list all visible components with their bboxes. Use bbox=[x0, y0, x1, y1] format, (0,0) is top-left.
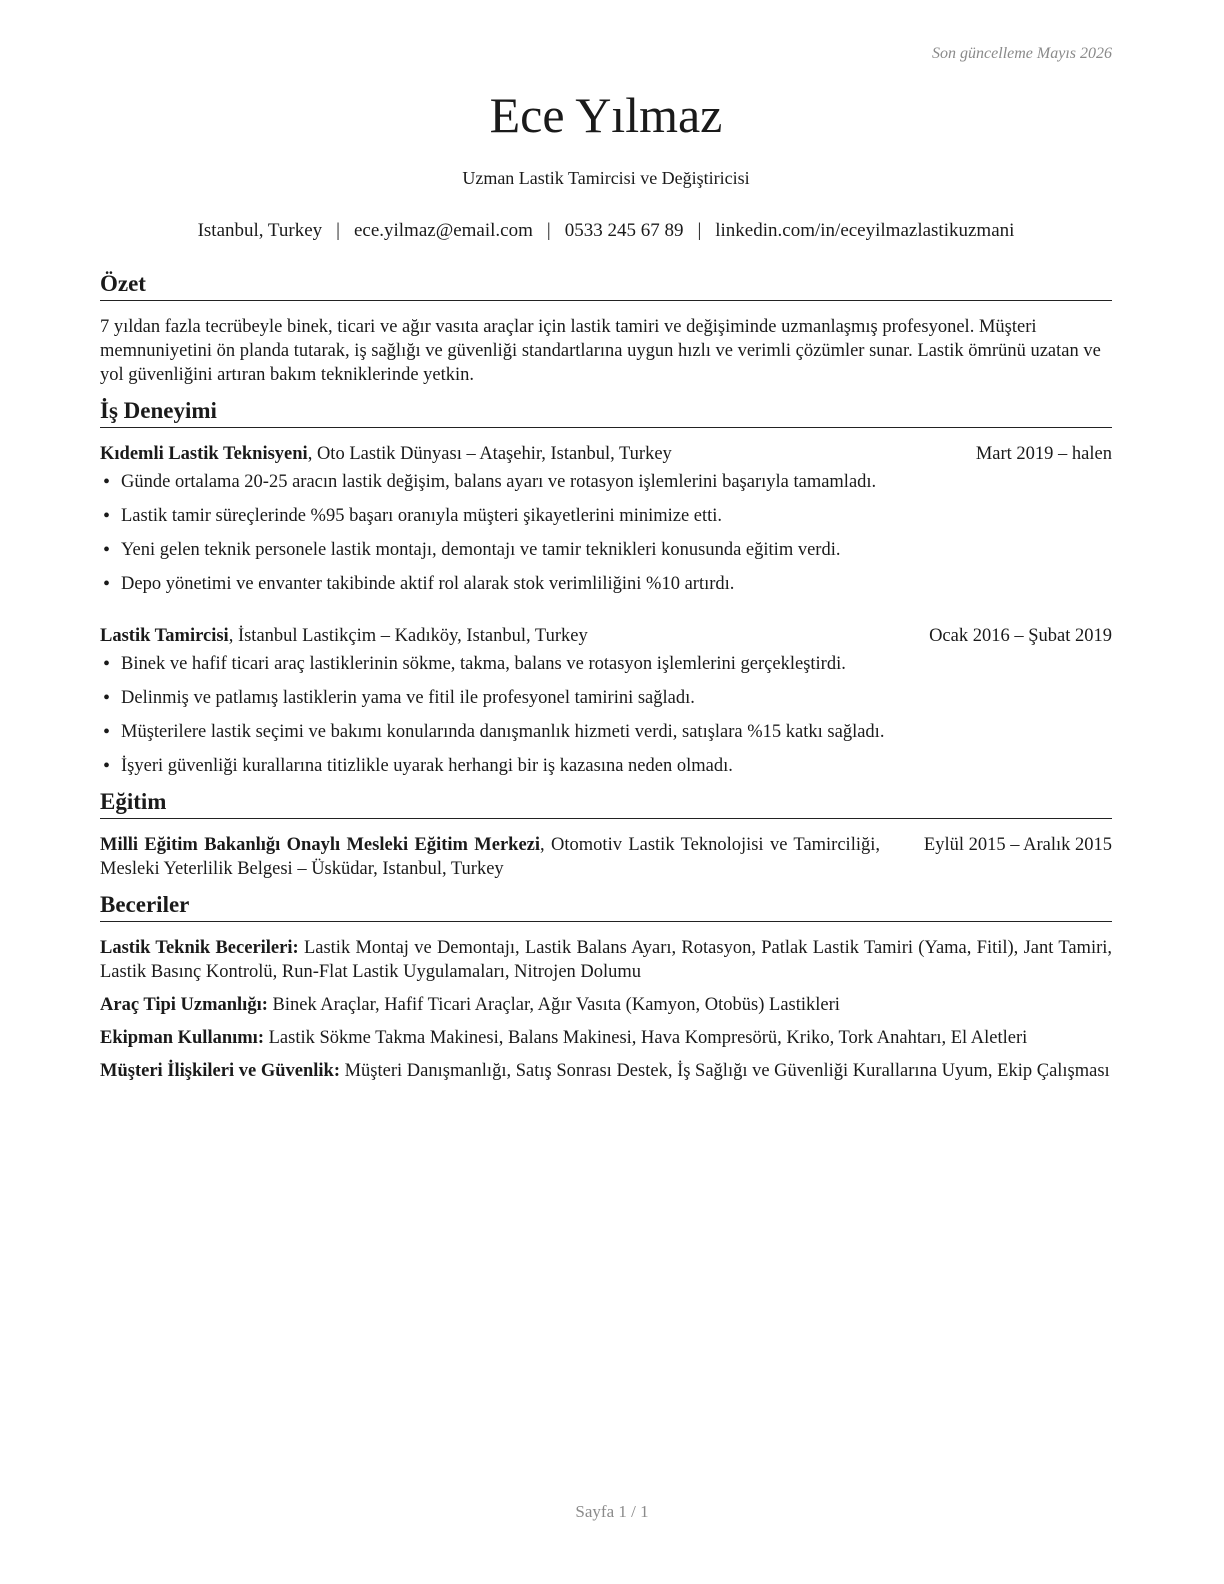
candidate-headline: Uzman Lastik Tamircisi ve Değiştiricisi bbox=[462, 168, 750, 188]
education-section bbox=[100, 788, 1112, 881]
job-bullet: • Lastik tamir süreçlerinde %95 başarı oranıyla müşteri şikayetlerini minimize etti. bbox=[100, 504, 1112, 528]
summary-text: 7 yıldan fazla tecrübeyle binek, ticari ve ağır vasıta araçlar için lastik tamiri ve değişiminde uzmanlaşmış profesyonel. Müşteri memnuniyetini ön planda tutarak, iş sağlığı ve güvenliği standartlarına uygun hızlı ve verimli çözümler sunar. Lastik ömrünü uzatan ve yol güvenliğini artıran bakım tekniklerinde yetkin. bbox=[100, 317, 1101, 385]
education-entry bbox=[100, 833, 1112, 881]
contact-separator: | bbox=[546, 220, 551, 241]
education-title: Eğitim bbox=[100, 788, 1112, 819]
job-bullet: • Müşterilere lastik seçimi ve bakımı konularında danışmanlık hizmeti verdi, satışlara %15 katkı sağladı. bbox=[100, 720, 1112, 744]
contact-linkedin[interactable]: linkedin.com/in/eceyilmazlastikuzmani bbox=[715, 220, 1015, 241]
skill-group bbox=[100, 936, 1112, 984]
job-entry bbox=[100, 442, 1112, 596]
education-detail: , Otomotiv Lastik Teknolojisi ve Tamirciliği, Mesleki Yeterlilik Belgesi – Üsküdar, Istanbul, Turkey bbox=[100, 835, 880, 879]
skill-label: Lastik Teknik Becerileri: bbox=[100, 938, 299, 958]
skill-label: Ekipman Kullanımı: bbox=[100, 1028, 264, 1048]
education-school: Milli Eğitim Bakanlığı Onaylı Mesleki Eğitim Merkezi bbox=[100, 835, 541, 855]
resume-content bbox=[100, 270, 1112, 1092]
job-bullets bbox=[100, 652, 1112, 778]
job-header bbox=[100, 624, 1112, 648]
summary-section bbox=[100, 270, 1112, 387]
job-role-company bbox=[100, 442, 672, 466]
skills-title: Beceriler bbox=[100, 891, 1112, 922]
job-entry bbox=[100, 624, 1112, 778]
contact-line bbox=[100, 220, 1112, 242]
job-dates: Ocak 2016 – Şubat 2019 bbox=[929, 626, 1112, 646]
experience-title: İş Deneyimi bbox=[100, 397, 1112, 428]
job-role: Lastik Tamircisi bbox=[100, 626, 229, 646]
last-updated: Son güncelleme Mayıs 2026 bbox=[932, 45, 1112, 62]
skill-text: Lastik Montaj ve Demontajı, Lastik Balans Ayarı, Rotasyon, Patlak Lastik Tamiri (Yama, Fitil), Jant Tamiri, Lastik Basınç Kontrolü, Run-Flat Lastik Uygulamaları, Nitrojen Dolumu bbox=[100, 938, 1113, 982]
job-company: , İstanbul Lastikçim – Kadıköy, Istanbul, Turkey bbox=[228, 626, 588, 646]
job-bullets bbox=[100, 470, 1112, 596]
candidate-name: Ece Yılmaz bbox=[489, 87, 723, 143]
job-bullet: • İşyeri güvenliği kurallarına titizlikle uyarak herhangi bir iş kazasına neden olmadı. bbox=[100, 754, 1112, 778]
job-bullet: • Delinmiş ve patlamış lastiklerin yama ve fitil ile profesyonel tamirini sağladı. bbox=[100, 686, 1112, 710]
contact-location: Istanbul, Turkey bbox=[197, 220, 323, 241]
skill-group bbox=[100, 1059, 1112, 1083]
summary-title: Özet bbox=[100, 270, 1112, 301]
job-header bbox=[100, 442, 1112, 466]
job-role: Kıdemli Lastik Teknisyeni bbox=[100, 444, 308, 464]
job-bullet: • Yeni gelen teknik personele lastik montajı, demontajı ve tamir teknikleri konusunda eğitim verdi. bbox=[100, 538, 1112, 562]
skill-group bbox=[100, 993, 1112, 1017]
skill-label: Müşteri İlişkileri ve Güvenlik: bbox=[100, 1061, 340, 1081]
page-number: Sayfa 1 / 1 bbox=[575, 1502, 649, 1521]
job-bullet: • Günde ortalama 20-25 aracın lastik değişim, balans ayarı ve rotasyon işlemlerini başarıyla tamamladı. bbox=[100, 470, 1112, 494]
job-bullet: • Depo yönetimi ve envanter takibinde aktif rol alarak stok verimliliğini %10 artırdı. bbox=[100, 572, 1112, 596]
experience-section bbox=[100, 397, 1112, 778]
contact-separator: | bbox=[336, 220, 340, 241]
job-bullet: • Binek ve hafif ticari araç lastiklerinin sökme, takma, balans ve rotasyon işlemlerini gerçekleştirdi. bbox=[100, 652, 1112, 676]
education-text bbox=[100, 833, 880, 881]
contact-separator: | bbox=[697, 220, 702, 241]
education-dates: Eylül 2015 – Aralık 2015 bbox=[923, 835, 1112, 855]
job-dates: Mart 2019 – halen bbox=[975, 444, 1112, 464]
contact-email[interactable]: ece.yilmaz@email.com bbox=[353, 220, 533, 241]
skill-label: Araç Tipi Uzmanlığı: bbox=[100, 995, 268, 1015]
skill-text: Binek Araçlar, Hafif Ticari Araçlar, Ağır Vasıta (Kamyon, Otobüs) Lastikleri bbox=[267, 995, 840, 1015]
job-role-company bbox=[100, 624, 588, 648]
job-company: , Oto Lastik Dünyası – Ataşehir, Istanbul, Turkey bbox=[307, 444, 672, 464]
contact-phone[interactable]: 0533 245 67 89 bbox=[564, 220, 684, 241]
skill-text: Lastik Sökme Takma Makinesi, Balans Makinesi, Hava Kompresörü, Kriko, Tork Anahtarı, El Aletleri bbox=[263, 1028, 1028, 1048]
skill-text: Müşteri Danışmanlığı, Satış Sonrası Destek, İş Sağlığı ve Güvenliği Kurallarına Uyum, Ekip Çalışması bbox=[339, 1061, 1110, 1081]
skill-group bbox=[100, 1026, 1112, 1050]
skills-section bbox=[100, 891, 1112, 1083]
